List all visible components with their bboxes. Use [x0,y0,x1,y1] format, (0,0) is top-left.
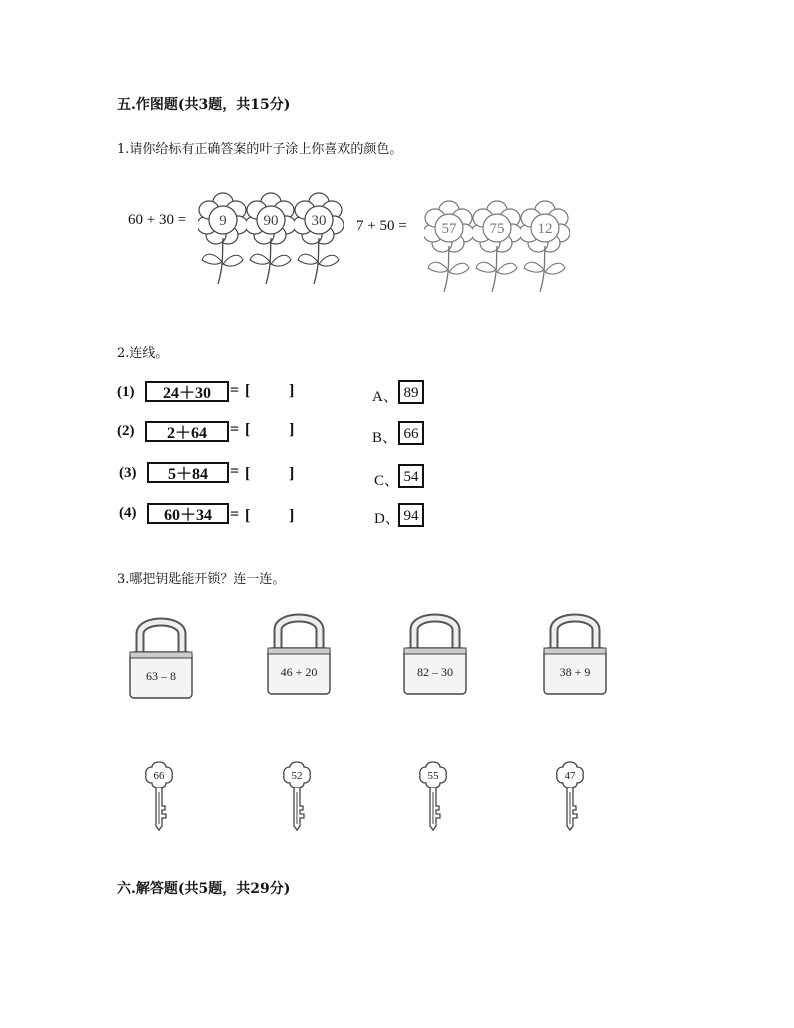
leaf [524,262,544,272]
q2-item-2-left-bracket: [ [245,421,251,438]
flower-number: 90 [263,213,279,229]
flower-number: 9 [219,213,227,229]
flower-number: 12 [537,221,553,237]
leaf [271,255,291,266]
q2-item-4-right-bracket: ] [289,507,295,524]
key[interactable] [418,760,448,832]
q2-item-3-expression: 5＋84 [147,462,229,483]
leaf [428,262,448,272]
flower[interactable] [520,200,570,296]
flower-number: 57 [441,221,457,237]
key-number: 47 [564,770,576,782]
leaf [223,255,243,266]
q2-item-1-expression: 24＋30 [145,381,229,402]
q2-item-4-left-bracket: [ [245,507,251,524]
flower[interactable] [472,200,522,296]
padlock[interactable] [266,608,332,698]
q2-item-3-left-bracket: [ [245,465,251,482]
key[interactable] [144,760,174,832]
leaf [449,263,469,274]
padlock[interactable] [402,608,468,698]
q1-equation-1: 60 + 30 = [128,212,187,228]
leaf [319,255,339,266]
flower[interactable] [246,192,296,288]
q2-item-1-left-bracket: [ [245,382,251,399]
leaf [545,263,565,274]
padlock[interactable] [128,612,194,702]
q1-equation-2: 7 + 50 = [356,218,407,234]
key[interactable] [282,760,312,832]
padlock-expression: 38 + 9 [559,665,591,679]
question-1-prompt: 1.请你给标有正确答案的叶子涂上你喜欢的颜色。 [117,142,403,157]
flower[interactable] [294,192,344,288]
padlock-expression: 82 – 30 [417,665,453,679]
q2-item-4-equals: = [230,506,240,523]
q2-item-1-number: (1) [117,384,135,400]
flower-number: 30 [311,213,327,229]
leaf [497,263,517,274]
key-number: 52 [291,770,303,782]
question-3-prompt: 3.哪把钥匙能开锁？连一连。 [117,572,286,587]
q2-option-a-letter: A、 [372,389,398,405]
q2-option-d-value: 94 [398,503,424,527]
q2-item-2-equals: = [230,421,240,438]
q2-item-4-expression: 60＋34 [147,503,229,524]
padlock[interactable] [542,608,608,698]
key-number: 66 [153,770,165,782]
q2-option-d-letter: D、 [374,511,400,527]
q2-option-b-value: 66 [398,421,424,445]
leaf [476,262,496,272]
q2-item-1-equals: = [230,382,240,399]
key[interactable] [555,760,585,832]
padlock-expression: 63 – 8 [146,669,176,683]
q2-option-a-value: 89 [398,380,424,404]
flower[interactable] [424,200,474,296]
flower[interactable] [198,192,248,288]
q2-item-3-right-bracket: ] [289,465,295,482]
q2-item-2-number: (2) [117,423,135,439]
leaf [298,254,318,264]
leaf [250,254,270,264]
q2-item-2-expression: 2＋64 [145,421,229,442]
padlock-expression: 46 + 20 [280,665,318,679]
leaf [202,254,222,264]
section-6-title: 六.解答题(共5题，共29分) [117,881,291,897]
question-2-prompt: 2.连线。 [117,346,169,361]
key-number: 55 [427,770,439,782]
flower-number: 75 [489,221,505,237]
section-5-title: 五.作图题(共3题，共15分) [117,97,291,113]
q2-option-c-letter: C、 [374,473,400,489]
q2-item-2-right-bracket: ] [289,421,295,438]
q2-item-3-equals: = [230,463,240,480]
q2-item-3-number: (3) [119,465,137,481]
q2-item-4-number: (4) [119,505,137,521]
q2-option-b-letter: B、 [372,430,398,446]
q2-item-1-right-bracket: ] [289,382,295,399]
q2-option-c-value: 54 [398,464,424,488]
